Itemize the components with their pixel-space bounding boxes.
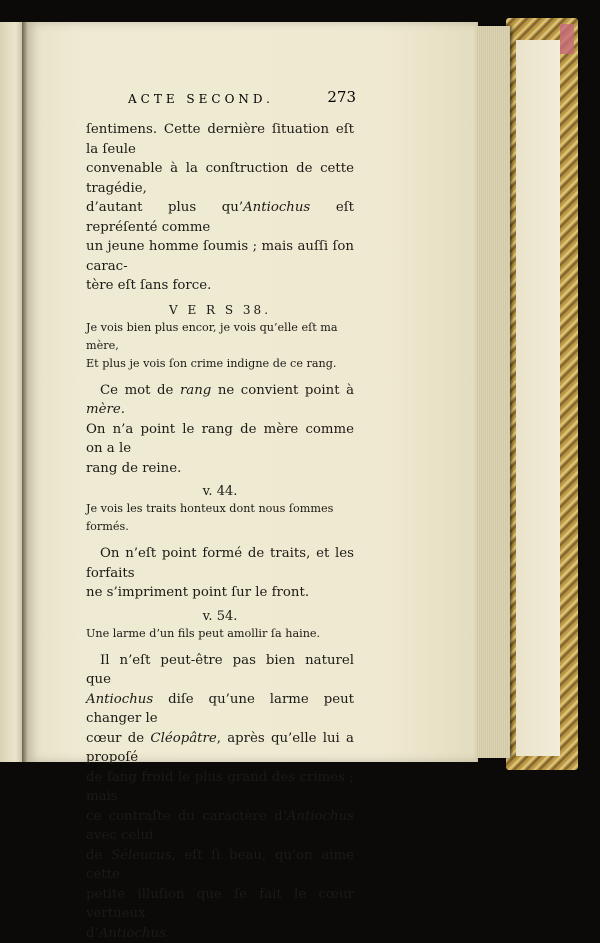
verse-quote-38	[86, 319, 354, 373]
text-line: ſentimens. Cette dernière ſituation eſt la ſeule	[86, 120, 354, 159]
text-line: de Séleucus, eſt ſi beau, qu’on aime cette	[86, 846, 354, 885]
verse-heading-54: v. 54.	[86, 609, 354, 624]
verse-heading-38: V E R S 38.	[86, 303, 354, 317]
verse-heading-44: v. 44.	[86, 484, 354, 499]
text-line: cœur de Cléopâtre, après qu’elle lui a propoſé	[86, 729, 354, 768]
cover-corner-mark	[560, 24, 574, 54]
text-line: ne s’impriment point ſur le front.	[86, 583, 354, 603]
running-header	[128, 92, 356, 106]
text-line: convenable à la conſtruction de cette tragédie,	[86, 159, 354, 198]
text-line: tère eſt ſans force.	[86, 276, 354, 296]
commentary-54	[86, 651, 354, 943]
running-title: ACTE SECOND.	[128, 92, 274, 106]
text-line: rang de reine.	[86, 459, 354, 479]
commentary-38	[86, 381, 354, 479]
page-block-edge	[476, 26, 510, 758]
page-gutter	[22, 22, 28, 762]
text-line: On n’eſt point formé de traits, et les forfaits	[86, 544, 354, 583]
text-line: d’Antiochus.	[86, 924, 354, 943]
verse-quote-54: Une larme d’un fils peut amollir ſa haine.	[86, 625, 354, 643]
text-line: On n’a point le rang de mère comme on a le	[86, 420, 354, 459]
quote-line: Et plus je vois ſon crime indigne de ce rang.	[86, 355, 354, 373]
text-line: de ſang froid le plus grand des crimes ; mais	[86, 768, 354, 807]
text-line: d’autant plus qu’Antiochus eſt repréſenté comme	[86, 198, 354, 237]
text-line: ce contraſte du caractère d’Antiochus avec celui	[86, 807, 354, 846]
text-line: un jeune homme ſoumis ; mais auſſi ſon carac-	[86, 237, 354, 276]
page-text	[86, 120, 354, 943]
paragraph-continuation	[86, 120, 354, 296]
commentary-44	[86, 544, 354, 603]
text-line: Antiochus diſe qu’une larme peut changer le	[86, 690, 354, 729]
quote-line: Je vois bien plus encor, je vois qu’elle eſt ma mère,	[86, 319, 354, 355]
cover-endpaper	[516, 40, 560, 756]
text-line: Il n’eſt peut-être pas bien naturel que	[86, 651, 354, 690]
verse-quote-44: Je vois les traits honteux dont nous ſommes formés.	[86, 500, 354, 536]
text-line: petite illuſion que ſe fait le cœur vertueux	[86, 885, 354, 924]
text-line: Ce mot de rang ne convient point à mère.	[86, 381, 354, 420]
page-number: 273	[327, 88, 356, 106]
